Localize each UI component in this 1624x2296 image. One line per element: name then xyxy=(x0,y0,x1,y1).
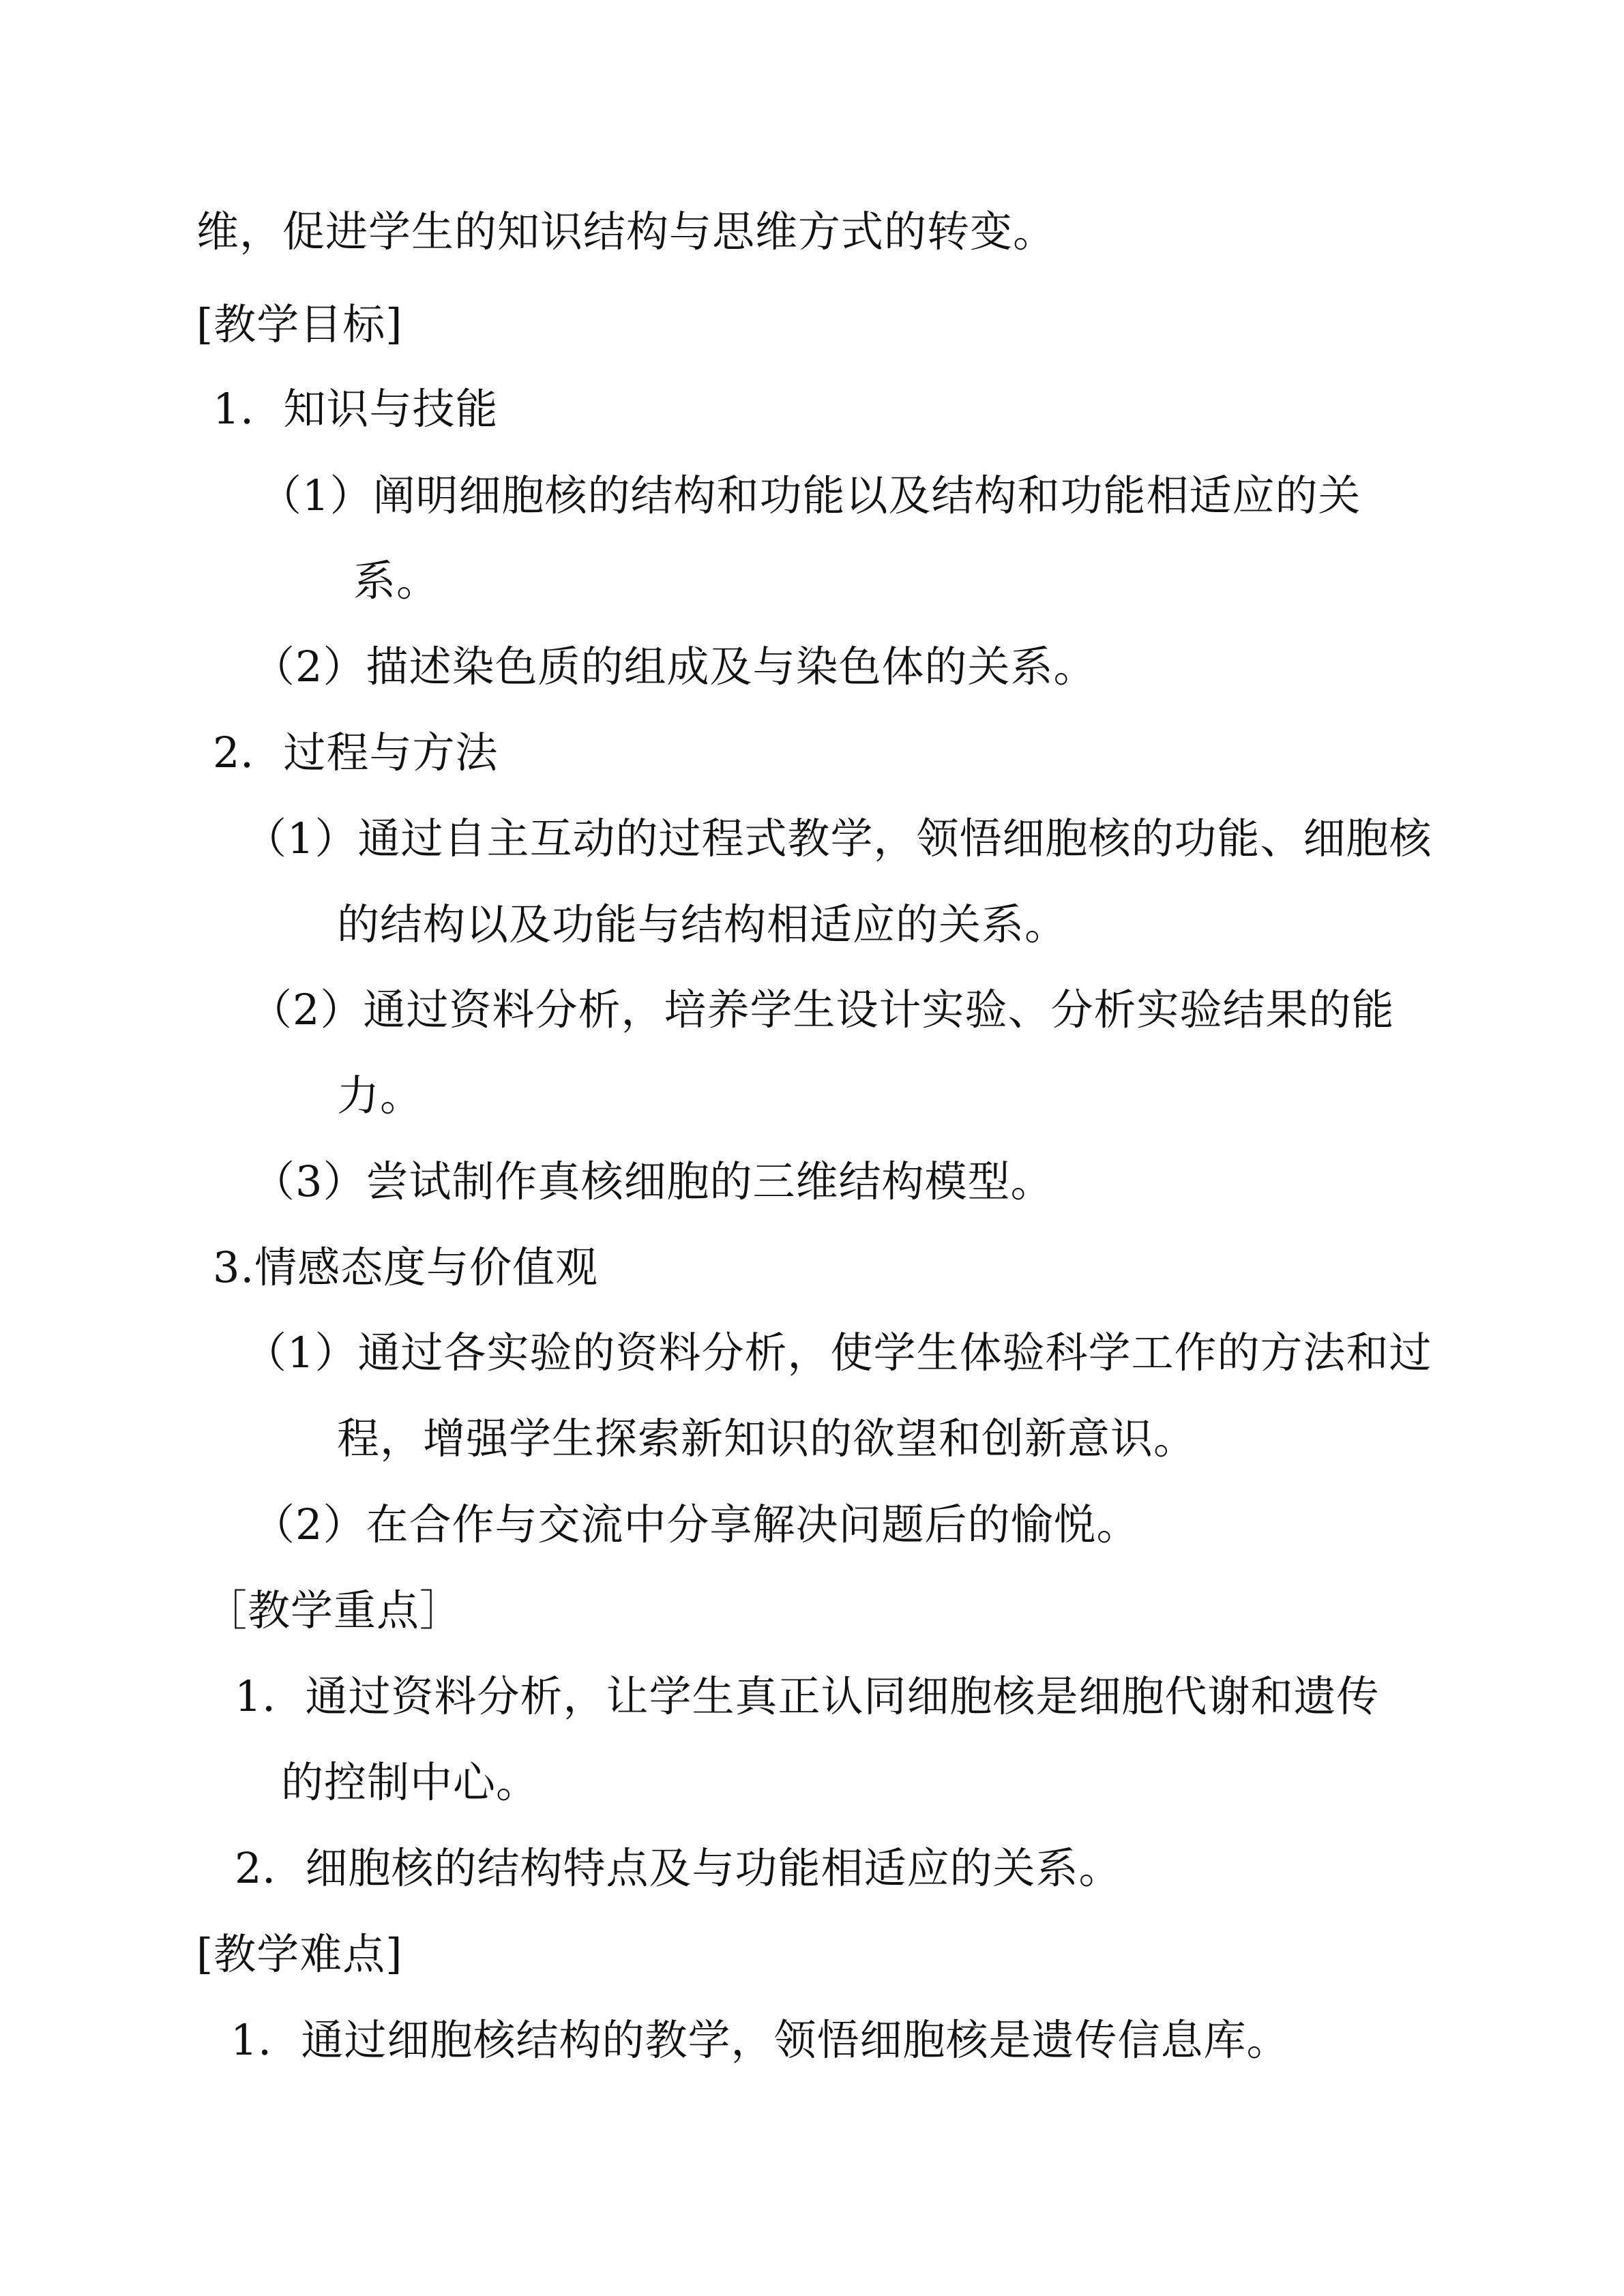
section3-item1-line1: （1）通过各实验的资料分析，使学生体验科学工作的方法和过 xyxy=(244,1328,1432,1377)
section2-title: 2．过程与方法 xyxy=(213,728,499,777)
key-points-item1-line1: 1．通过资料分析，让学生真正认同细胞核是细胞代谢和遗传 xyxy=(235,1671,1380,1721)
section3-title: 3.情感态度与价值观 xyxy=(213,1242,599,1292)
section3-item1-line2: 程，增强学生探索新知识的欲望和创新意识。 xyxy=(337,1414,1197,1463)
section2-item2-line2: 力。 xyxy=(337,1071,424,1120)
section3-item2: （2）在合作与交流中分享解决问题后的愉悦。 xyxy=(252,1500,1140,1549)
objectives-heading: [教学目标] xyxy=(196,299,403,349)
section2-item3: （3）尝试制作真核细胞的三维结构模型。 xyxy=(252,1157,1054,1206)
difficulties-item1: 1．通过细胞核结构的教学，领悟细胞核是遗传信息库。 xyxy=(231,2015,1290,2065)
section1-item2: （2）描述染色质的组成及与染色体的关系。 xyxy=(252,642,1097,691)
difficulties-heading: [教学难点] xyxy=(196,1929,403,1979)
key-points-item2: 2．细胞核的结构特点及与功能相适应的关系。 xyxy=(235,1843,1122,1893)
section2-item1-line2: 的结构以及功能与结构相适应的关系。 xyxy=(337,899,1068,949)
key-points-heading: ［教学重点］ xyxy=(205,1585,463,1635)
key-points-item1-line2: 的控制中心。 xyxy=(281,1757,540,1807)
section1-item1-line2: 系。 xyxy=(353,556,440,606)
section1-item1-line1: （1）阐明细胞核的结构和功能以及结构和功能相适应的关 xyxy=(259,471,1361,520)
section1-title: 1．知识与技能 xyxy=(213,384,499,434)
intro-line: 维，促进学生的知识结构与思维方式的转变。 xyxy=(196,207,1057,256)
section2-item1-line1: （1）通过自主互动的过程式教学，领悟细胞核的功能、细胞核 xyxy=(244,814,1432,863)
section2-item2-line1: （2）通过资料分析，培养学生设计实验、分析实验结果的能 xyxy=(250,985,1395,1034)
